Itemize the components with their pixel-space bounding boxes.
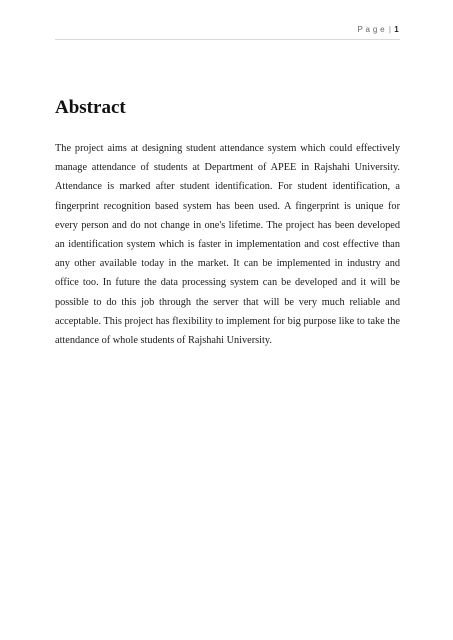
- header-rule: [55, 39, 400, 40]
- abstract-paragraph: The project aims at designing student attendance system which could effectively manage attendance of students at Department of APEE in Rajshahi University. Attendance is marked after student identification. For student identification, a fingerprint recognition based system has been used. A fingerprint is unique for every person and do not change in one's lifetime. The project has been developed an identification system which is faster in implementation and cost effective than any other available today in the market. It can be implemented in industry and office too. In future the data processing system can be developed and it will be possible to do this job through the server that will be very much reliable and acceptable. This project has flexibility to implement for big purpose like to take the attendance of whole students of Rajshahi University.: [55, 143, 400, 347]
- section-title: Abstract: [55, 97, 126, 118]
- page-header: [358, 25, 399, 34]
- page-separator: |: [388, 25, 392, 34]
- page-number: 1: [394, 25, 399, 34]
- page-label: P a g e: [357, 25, 385, 34]
